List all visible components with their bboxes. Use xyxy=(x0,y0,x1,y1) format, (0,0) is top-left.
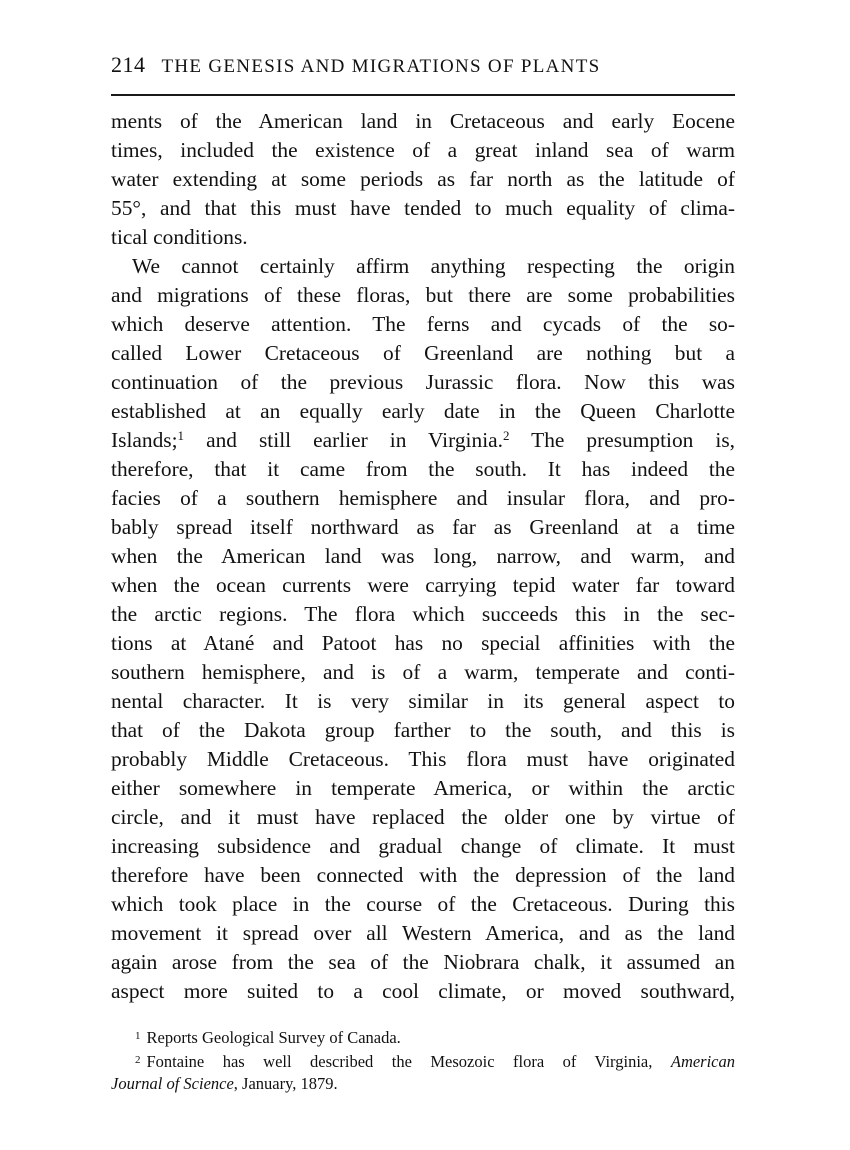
text-line: called Lower Cretaceous of Greenland are nothing but a xyxy=(111,341,735,365)
text-line: which deserve attention. The ferns and cycads of the so- xyxy=(111,312,735,336)
text-line: when the ocean currents were carrying tepid water far toward xyxy=(111,573,735,597)
text-line: nental character. It is very similar in its general aspect to xyxy=(111,689,735,713)
header-rule xyxy=(111,94,735,96)
running-title: THE GENESIS AND MIGRATIONS OF PLANTS xyxy=(161,56,601,77)
text-line: times, included the existence of a great inland sea of warm xyxy=(111,138,735,162)
footnotes xyxy=(111,1025,735,1095)
paragraph-1 xyxy=(111,107,735,252)
journal-title-part: American xyxy=(670,1052,736,1071)
text-line: aspect more suited to a cool climate, or moved southward, xyxy=(111,979,735,1003)
footnote-ref-1[interactable]: 1 xyxy=(177,428,185,443)
footnote-mark: 1 xyxy=(135,1030,141,1042)
text-line: We cannot certainly affirm anything respecting the origin xyxy=(132,254,735,278)
body-text xyxy=(111,107,735,1006)
page-number: 214 xyxy=(111,52,146,77)
text-line: which took place in the course of the Cretaceous. During this xyxy=(111,892,735,916)
text-line: circle, and it must have replaced the older one by virtue of xyxy=(111,805,735,829)
text-line: facies of a southern hemisphere and insular flora, and pro- xyxy=(111,486,735,510)
journal-title-part: Journal of Science xyxy=(111,1074,234,1093)
footnote-2 xyxy=(111,1049,735,1073)
text-line: movement it spread over all Western America, and as the land xyxy=(111,921,735,945)
text-line: therefore, that it came from the south. It has indeed the xyxy=(111,457,735,481)
text-line: the arctic regions. The flora which succeeds this in the sec- xyxy=(111,602,735,626)
text-line-with-refs xyxy=(111,426,735,455)
text-line: ments of the American land in Cretaceous and early Eocene xyxy=(111,109,735,133)
text-line: bably spread itself northward as far as Greenland at a time xyxy=(111,515,735,539)
text-line: probably Middle Cretaceous. This flora must have originated xyxy=(111,747,735,771)
paragraph-2 xyxy=(111,252,735,1006)
footnote-text: , January, 1879. xyxy=(233,1074,338,1093)
text-line: when the American land was long, narrow, and warm, and xyxy=(111,544,735,568)
footnote-2-continued xyxy=(111,1073,735,1095)
text-line: increasing subsidence and gradual change of climate. It must xyxy=(111,834,735,858)
footnote-text: Fontaine has well described the Mesozoic flora of Virginia, xyxy=(146,1052,653,1071)
text-line: continuation of the previous Jurassic flora. Now this was xyxy=(111,370,735,394)
text-line: tions at Atané and Patoot has no special affinities with the xyxy=(111,631,735,655)
text-line: again arose from the sea of the Niobrara chalk, it assumed an xyxy=(111,950,735,974)
text-line: 55°, and that this must have tended to much equality of clima- xyxy=(111,196,735,220)
text-line: tical conditions. xyxy=(111,225,248,249)
text-line: and migrations of these floras, but there are some probabilities xyxy=(111,283,735,307)
text-line: water extending at some periods as far north as the latitude of xyxy=(111,167,735,191)
footnote-mark: 2 xyxy=(135,1054,141,1066)
running-head xyxy=(111,52,735,82)
text-line: southern hemisphere, and is of a warm, temperate and conti- xyxy=(111,660,735,684)
footnote-text: Reports Geological Survey of Canada. xyxy=(146,1028,401,1047)
text-segment: and still earlier in Virginia. xyxy=(184,428,503,452)
footnote-ref-2[interactable]: 2 xyxy=(502,428,510,443)
text-line: established at an equally early date in the Queen Charlotte xyxy=(111,399,735,423)
text-line: either somewhere in temperate America, or within the arctic xyxy=(111,776,735,800)
footnote-1 xyxy=(111,1025,735,1049)
book-page xyxy=(111,52,735,1095)
text-line: that of the Dakota group farther to the south, and this is xyxy=(111,718,735,742)
text-segment: Islands; xyxy=(111,428,178,452)
text-line: therefore have been connected with the depression of the land xyxy=(111,863,735,887)
text-segment: The presumption is, xyxy=(509,428,735,452)
